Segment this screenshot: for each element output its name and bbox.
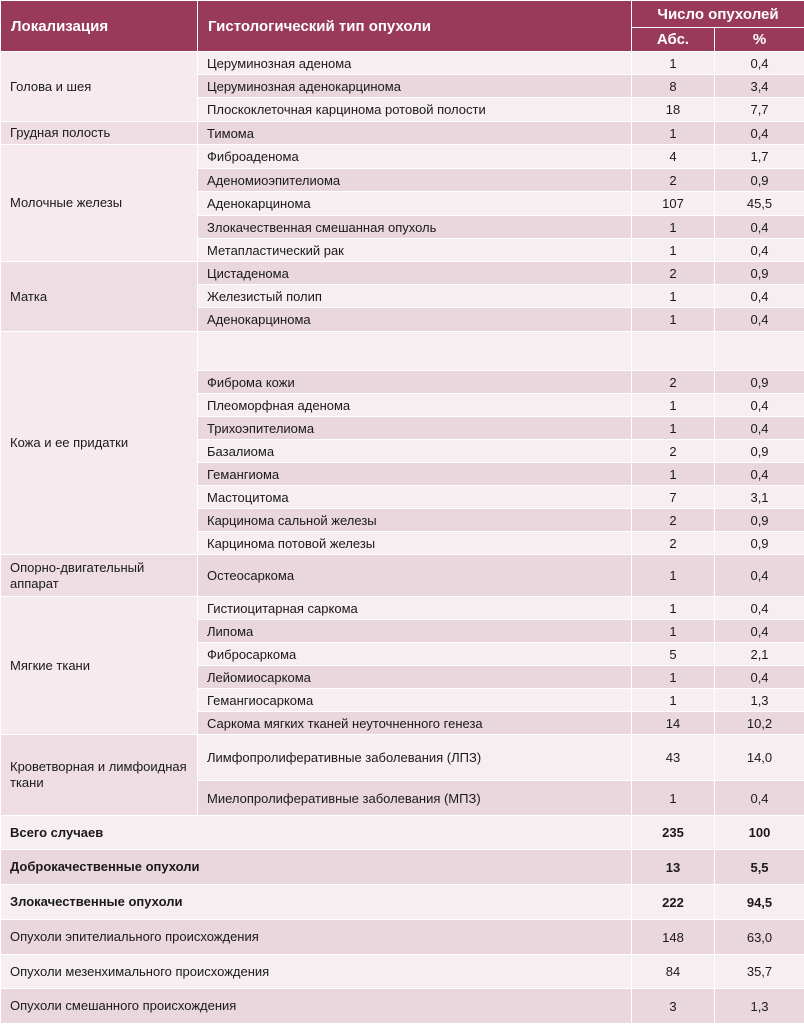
histotype-cell: Трихоэпителиома xyxy=(198,417,632,440)
histotype-cell: Карцинома потовой железы xyxy=(198,532,632,555)
summary-abs: 222 xyxy=(632,885,715,920)
table-row xyxy=(1,52,804,75)
percent-cell: 0,4 xyxy=(715,239,804,262)
percent-cell: 0,9 xyxy=(715,509,804,532)
summary-abs: 3 xyxy=(632,989,715,1024)
histotype-cell: Тимома xyxy=(198,122,632,145)
percent-cell: 0,4 xyxy=(715,417,804,440)
abs-count-cell: 1 xyxy=(632,689,715,712)
histotype-cell: Гемангиома xyxy=(198,463,632,486)
localization-cell: Матка xyxy=(1,262,198,332)
summary-abs: 235 xyxy=(632,816,715,850)
table-row xyxy=(1,262,804,285)
histotype-cell: Плоскоклеточная карцинома ротовой полости xyxy=(198,98,632,122)
localization-cell: Кожа и ее придатки xyxy=(1,332,198,555)
percent-cell: 0,4 xyxy=(715,555,804,597)
localization-cell: Молочные железы xyxy=(1,145,198,262)
percent-cell: 0,4 xyxy=(715,597,804,620)
abs-count-cell: 1 xyxy=(632,620,715,643)
percent-cell: 0,4 xyxy=(715,394,804,417)
abs-count-cell: 1 xyxy=(632,285,715,308)
summary-row xyxy=(1,989,804,1024)
table-row xyxy=(1,145,804,169)
localization-cell: Мягкие ткани xyxy=(1,597,198,735)
header-count: Число опухолей xyxy=(632,1,804,28)
histotype-cell: Аденокарцинома xyxy=(198,308,632,332)
summary-pct: 5,5 xyxy=(715,850,804,885)
percent-cell: 1,7 xyxy=(715,145,804,169)
abs-count-cell: 2 xyxy=(632,509,715,532)
abs-count-cell: 1 xyxy=(632,417,715,440)
histotype-cell: Фибросаркома xyxy=(198,643,632,666)
summary-label: Злокачественные опухоли xyxy=(1,885,632,920)
abs-count-cell: 2 xyxy=(632,532,715,555)
abs-count-cell: 2 xyxy=(632,440,715,463)
abs-count-cell: 1 xyxy=(632,555,715,597)
histotype-cell: Лимфопролиферативные заболевания (ЛПЗ) xyxy=(198,735,632,781)
percent-cell: 10,2 xyxy=(715,712,804,735)
summary-label: Всего случаев xyxy=(1,816,632,850)
percent-cell: 0,9 xyxy=(715,371,804,394)
abs-count-cell: 7 xyxy=(632,486,715,509)
percent-cell: 0,9 xyxy=(715,440,804,463)
percent-cell: 0,4 xyxy=(715,285,804,308)
abs-count-cell: 1 xyxy=(632,463,715,486)
histotype-cell: Карцинома сальной железы xyxy=(198,509,632,532)
abs-count-cell: 1 xyxy=(632,122,715,145)
abs-count-cell: 1 xyxy=(632,394,715,417)
abs-count-cell: 1 xyxy=(632,216,715,239)
percent-cell: 0,4 xyxy=(715,122,804,145)
abs-count-cell: 1 xyxy=(632,239,715,262)
summary-pct: 63,0 xyxy=(715,920,804,955)
percent-cell: 0,4 xyxy=(715,620,804,643)
percent-cell: 7,7 xyxy=(715,98,804,122)
histotype-cell: Железистый полип xyxy=(198,285,632,308)
header-abs: Абс. xyxy=(632,28,715,52)
percent-cell: 0,4 xyxy=(715,52,804,75)
percent-cell: 0,4 xyxy=(715,463,804,486)
percent-cell: 0,4 xyxy=(715,308,804,332)
histotype-cell: Гемангиосаркома xyxy=(198,689,632,712)
percent-cell: 2,1 xyxy=(715,643,804,666)
summary-abs: 84 xyxy=(632,955,715,989)
histotype-cell: Мастоцитома xyxy=(198,486,632,509)
percent-cell: 14,0 xyxy=(715,735,804,781)
header-histotype: Гистологический тип опухоли xyxy=(198,1,632,52)
abs-count-cell: 14 xyxy=(632,712,715,735)
percent-cell: 0,9 xyxy=(715,532,804,555)
histotype-cell: Плеоморфная аденома xyxy=(198,394,632,417)
abs-count-cell: 2 xyxy=(632,262,715,285)
percent-cell: 0,4 xyxy=(715,781,804,816)
percent-cell xyxy=(715,332,804,371)
abs-count-cell: 1 xyxy=(632,666,715,689)
table-body xyxy=(1,52,804,1024)
histotype-cell: Миелопролиферативные заболевания (МПЗ) xyxy=(198,781,632,816)
summary-abs: 148 xyxy=(632,920,715,955)
histotype-cell: Аденокарцинома xyxy=(198,192,632,216)
histotype-cell: Лейомиосаркома xyxy=(198,666,632,689)
summary-pct: 35,7 xyxy=(715,955,804,989)
histotype-cell: Метапластический рак xyxy=(198,239,632,262)
localization-cell: Опорно-двигательный аппарат xyxy=(1,555,198,597)
percent-cell: 0,9 xyxy=(715,262,804,285)
abs-count-cell: 1 xyxy=(632,781,715,816)
histotype-cell: Липома xyxy=(198,620,632,643)
summary-label: Доброкачественные опухоли xyxy=(1,850,632,885)
header-localization: Локализация xyxy=(1,1,198,52)
abs-count-cell: 1 xyxy=(632,308,715,332)
table-row xyxy=(1,555,804,597)
table-row xyxy=(1,735,804,781)
summary-label: Опухоли смешанного происхождения xyxy=(1,989,632,1024)
histotype-cell xyxy=(198,332,632,371)
histotype-cell: Гистиоцитарная саркома xyxy=(198,597,632,620)
summary-pct: 94,5 xyxy=(715,885,804,920)
summary-row xyxy=(1,885,804,920)
histotype-cell: Злокачественная смешанная опухоль xyxy=(198,216,632,239)
table-row xyxy=(1,122,804,145)
localization-cell: Кроветворная и лимфоидная ткани xyxy=(1,735,198,816)
summary-row xyxy=(1,955,804,989)
abs-count-cell: 43 xyxy=(632,735,715,781)
header-pct: % xyxy=(715,28,804,52)
abs-count-cell: 1 xyxy=(632,597,715,620)
histotype-cell: Аденомиоэпителиома xyxy=(198,169,632,192)
histotype-cell: Церуминозная аденокарцинома xyxy=(198,75,632,98)
summary-label: Опухоли мезенхимального происхождения xyxy=(1,955,632,989)
abs-count-cell xyxy=(632,332,715,371)
summary-row xyxy=(1,816,804,850)
percent-cell: 3,1 xyxy=(715,486,804,509)
histotype-cell: Саркома мягких тканей неуточненного генеза xyxy=(198,712,632,735)
histotype-cell: Церуминозная аденома xyxy=(198,52,632,75)
abs-count-cell: 8 xyxy=(632,75,715,98)
abs-count-cell: 18 xyxy=(632,98,715,122)
histotype-cell: Фиброма кожи xyxy=(198,371,632,394)
abs-count-cell: 2 xyxy=(632,169,715,192)
abs-count-cell: 2 xyxy=(632,371,715,394)
localization-cell: Голова и шея xyxy=(1,52,198,122)
histotype-cell: Остеосаркома xyxy=(198,555,632,597)
abs-count-cell: 5 xyxy=(632,643,715,666)
summary-row xyxy=(1,920,804,955)
summary-abs: 13 xyxy=(632,850,715,885)
abs-count-cell: 107 xyxy=(632,192,715,216)
percent-cell: 0,4 xyxy=(715,666,804,689)
table-row xyxy=(1,597,804,620)
summary-row xyxy=(1,850,804,885)
percent-cell: 0,9 xyxy=(715,169,804,192)
percent-cell: 1,3 xyxy=(715,689,804,712)
table-row xyxy=(1,332,804,371)
table-header xyxy=(1,1,804,52)
summary-label: Опухоли эпителиального происхождения xyxy=(1,920,632,955)
percent-cell: 0,4 xyxy=(715,216,804,239)
abs-count-cell: 4 xyxy=(632,145,715,169)
percent-cell: 45,5 xyxy=(715,192,804,216)
histotype-cell: Базалиома xyxy=(198,440,632,463)
localization-cell: Грудная полость xyxy=(1,122,198,145)
histotype-cell: Цистаденома xyxy=(198,262,632,285)
abs-count-cell: 1 xyxy=(632,52,715,75)
percent-cell: 3,4 xyxy=(715,75,804,98)
histotype-cell: Фиброаденома xyxy=(198,145,632,169)
summary-pct: 1,3 xyxy=(715,989,804,1024)
summary-pct: 100 xyxy=(715,816,804,850)
